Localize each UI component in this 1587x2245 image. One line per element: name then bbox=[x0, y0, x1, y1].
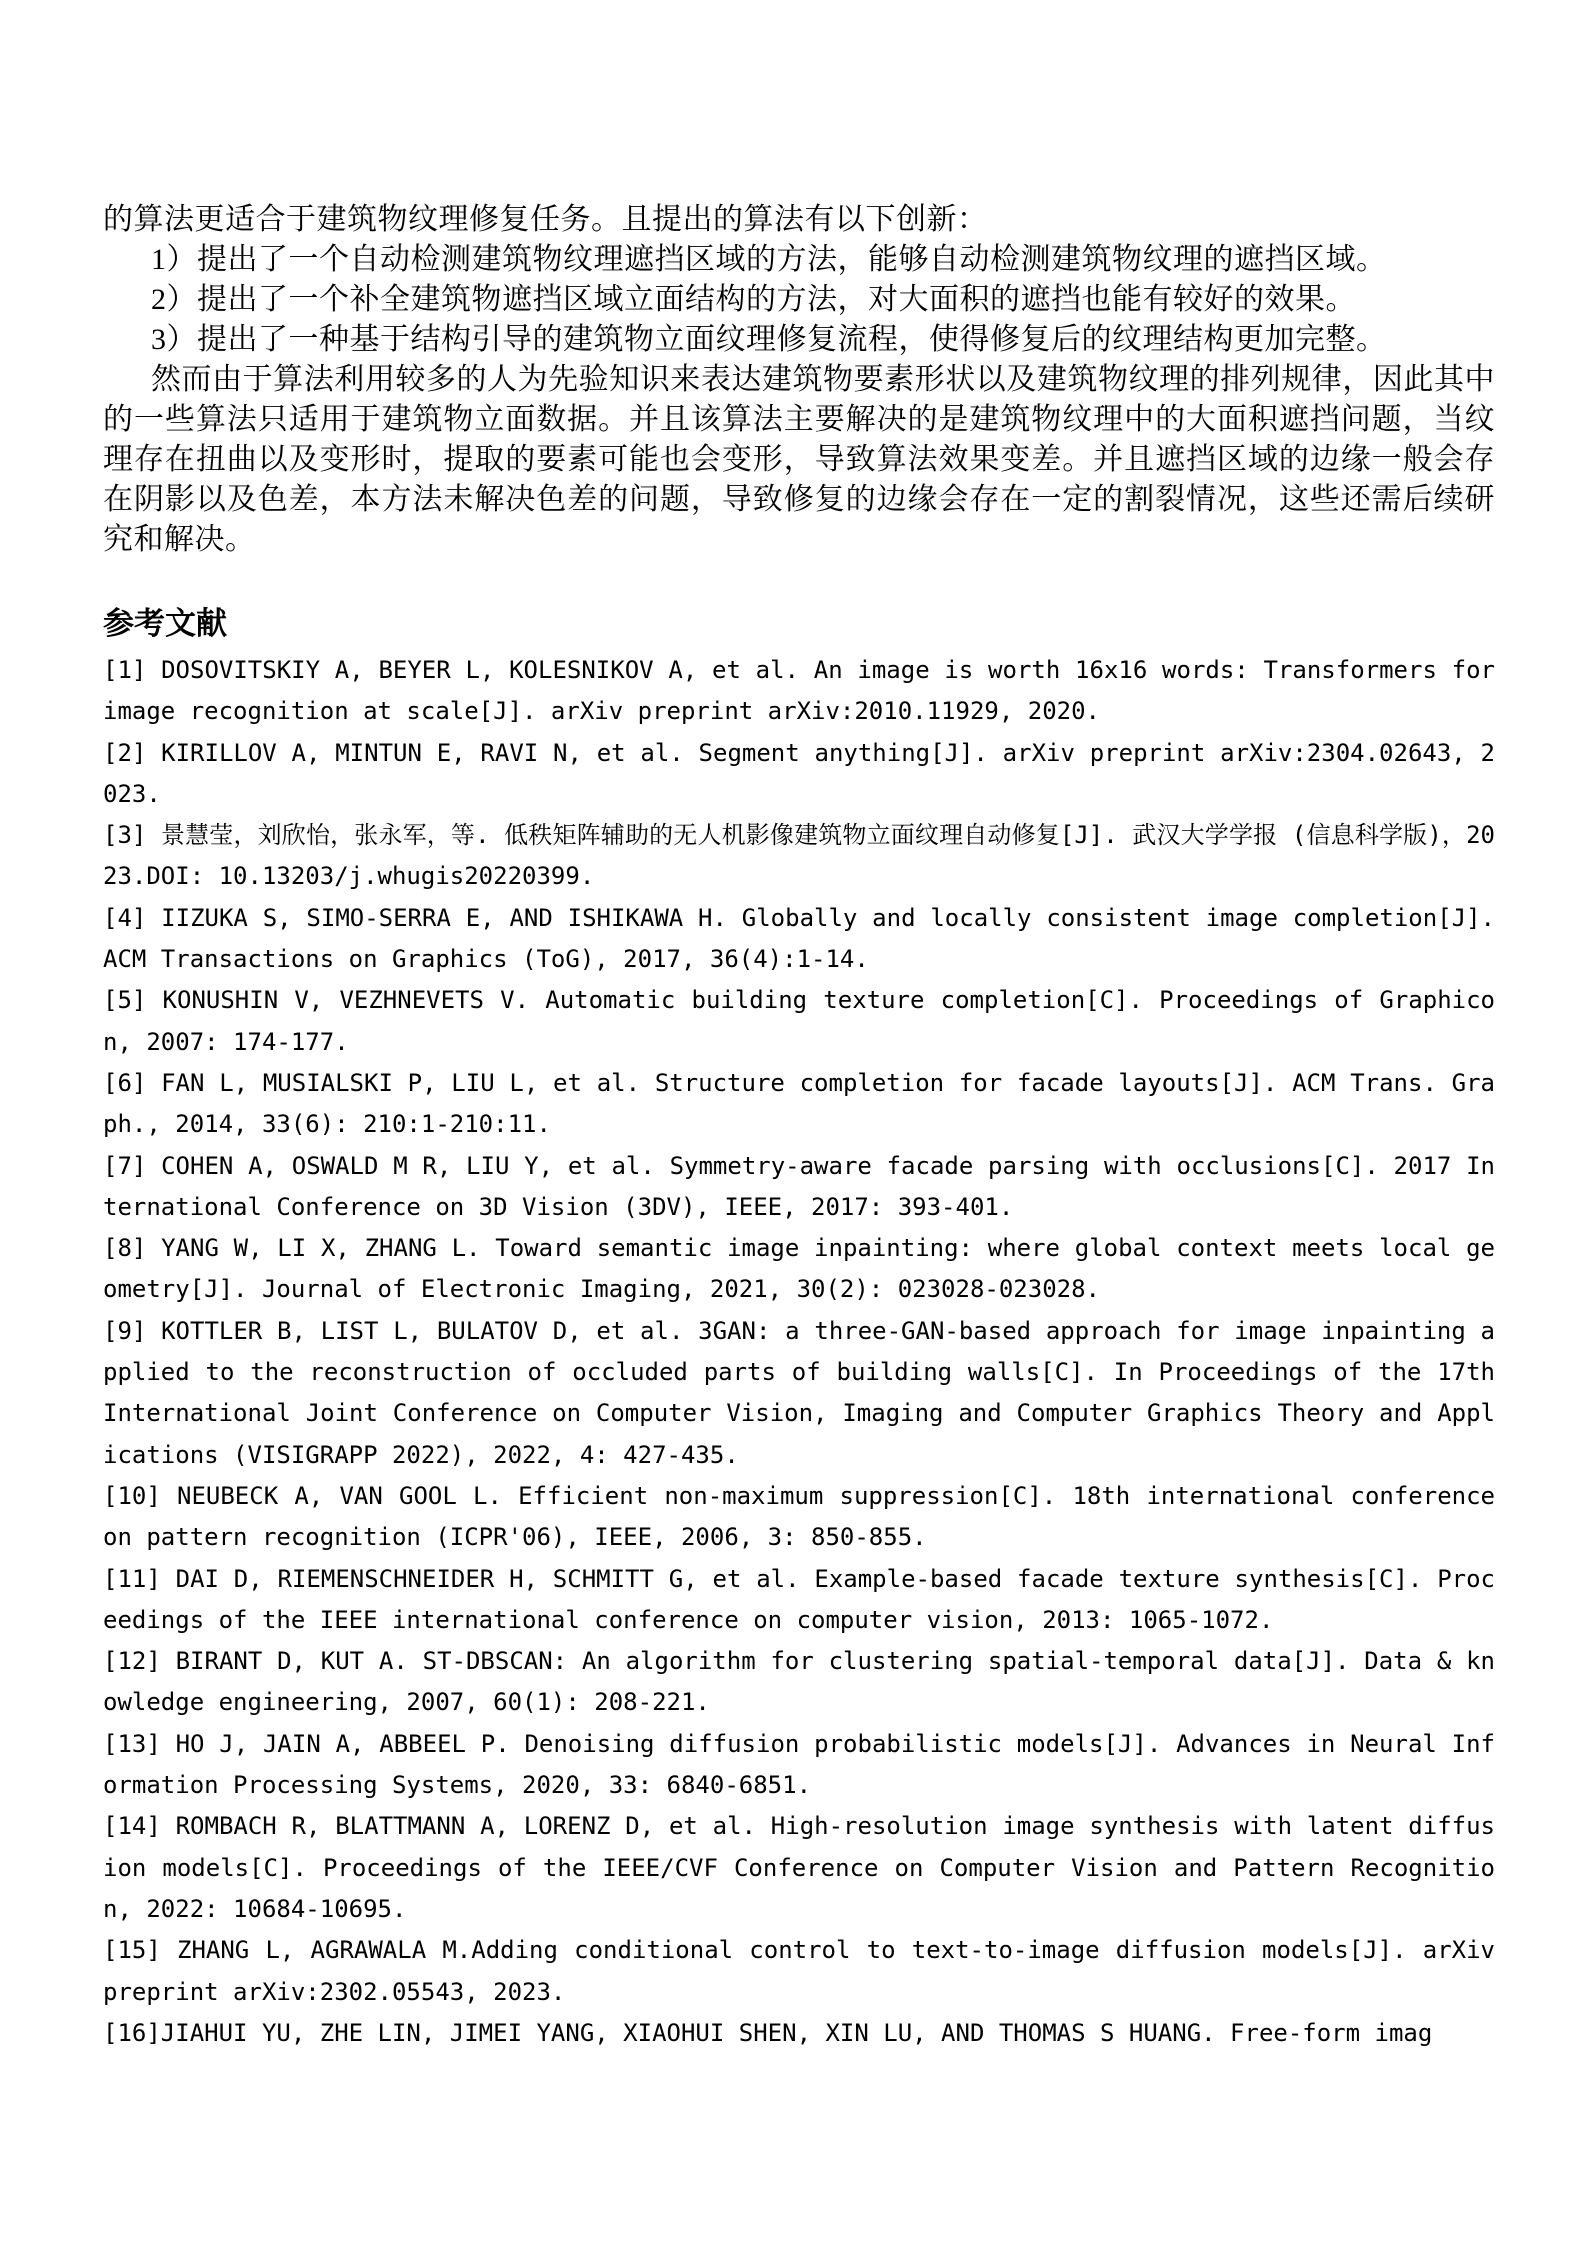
page-content bbox=[103, 200, 1495, 2054]
innovation-item-1: 1）提出了一个自动检测建筑物纹理遮挡区域的方法，能够自动检测建筑物纹理的遮挡区域。 bbox=[151, 243, 1387, 276]
reference-item-7: [7] COHEN A, OSWALD M R, LIU Y, et al. Symmetry-aware facade parsing with occlusions[C]. 2017 International Conference on 3D Vision (3DV), IEEE, 2017: 393-401. bbox=[103, 1151, 1495, 1221]
reference-item-2: [2] KIRILLOV A, MINTUN E, RAVI N, et al. Segment anything[J]. arXiv preprint arXiv:2304.02643, 2023. bbox=[103, 738, 1495, 808]
reference-item-11: [11] DAI D, RIEMENSCHNEIDER H, SCHMITT G, et al. Example-based facade texture synthesis[C]. Proceedings of the IEEE international conference on computer vision, 2013: 1065-1072. bbox=[103, 1564, 1495, 1634]
reference-item-14: [14] ROMBACH R, BLATTMANN A, LORENZ D, et al. High-resolution image synthesis with latent diffusion models[C]. Proceedings of the IEEE/CVF Conference on Computer Vision and Pattern Recognition, 2022: 10684-10695. bbox=[103, 1812, 1495, 1923]
reference-item-6: [6] FAN L, MUSIALSKI P, LIU L, et al. Structure completion for facade layouts[J]. ACM Trans. Graph., 2014, 33(6): 210:1-210:11. bbox=[103, 1068, 1495, 1139]
innovation-item-3: 3）提出了一种基于结构引导的建筑物立面纹理修复流程，使得修复后的纹理结构更加完整。 bbox=[151, 323, 1387, 356]
conclusion-lead-paragraph: 的算法更适合于建筑物纹理修复任务。且提出的算法有以下创新： bbox=[103, 203, 988, 236]
reference-item-12: [12] BIRANT D, KUT A. ST-DBSCAN: An algorithm for clustering spatial-temporal data[J]. Data & knowledge engineering, 2007, 60(1): 208-221. bbox=[103, 1647, 1495, 1717]
reference-item-16: [16]JIAHUI YU, ZHE LIN, JIMEI YANG, XIAOHUI SHEN, XIN LU, AND THOMAS S HUANG. Free-form imag bbox=[103, 2018, 1433, 2047]
reference-item-5: [5] KONUSHIN V, VEZHNEVETS V. Automatic building texture completion[C]. Proceedings of Graphicon, 2007: 174-177. bbox=[103, 986, 1495, 1056]
reference-item-10: [10] NEUBECK A, VAN GOOL L. Efficient non-maximum suppression[C]. 18th international conference on pattern recognition (ICPR'06), IEEE, 2006, 3: 850-855. bbox=[103, 1481, 1495, 1552]
reference-item-9: [9] KOTTLER B, LIST L, BULATOV D, et al. 3GAN: a three-GAN-based approach for image inpainting applied to the reconstruction of occluded parts of building walls[C]. In Proceedings of the 17th International Joint Conference on Computer Vision, Imaging and Computer Graphics Theory and Applications (VISIGRAPP 2022), 2022, 4: 427-435. bbox=[103, 1316, 1495, 1469]
reference-item-8: [8] YANG W, LI X, ZHANG L. Toward semantic image inpainting: where global context meets local geometry[J]. Journal of Electronic Imaging, 2021, 30(2): 023028-023028. bbox=[103, 1234, 1495, 1304]
references-heading: 参考文献 bbox=[103, 606, 227, 641]
reference-item-1: [1] DOSOVITSKIY A, BEYER L, KOLESNIKOV A, et al. An image is worth 16x16 words: Transformers for image recognition at scale[J]. arXiv preprint arXiv:2010.11929, 2020. bbox=[103, 656, 1495, 726]
reference-item-3: [3] 景慧莹，刘欣怡，张永军，等. 低秩矩阵辅助的无人机影像建筑物立面纹理自动修复[J]. 武汉大学学报 (信息科学版)，2023.DOI: 10.13203/j.whugis20220399. bbox=[103, 821, 1495, 891]
reference-item-4: [4] IIZUKA S, SIMO-SERRA E, AND ISHIKAWA H. Globally and locally consistent image completion[J]. ACM Transactions on Graphics (ToG), 2017, 36(4):1-14. bbox=[103, 903, 1495, 974]
conclusion-discussion-paragraph: 然而由于算法利用较多的人为先验知识来表达建筑物要素形状以及建筑物纹理的排列规律，因此其中的一些算法只适用于建筑物立面数据。并且该算法主要解决的是建筑物纹理中的大面积遮挡问题，当纹理存在扭曲以及变形时，提取的要素可能也会变形，导致算法效果变差。并且遮挡区域的边缘一般会存在阴影以及色差，本方法未解决色差的问题，导致修复的边缘会存在一定的割裂情况，这些还需后续研究和解决。 bbox=[103, 363, 1495, 556]
reference-list bbox=[103, 650, 1495, 2054]
conclusion-section bbox=[103, 200, 1495, 560]
innovation-item-2: 2）提出了一个补全建筑物遮挡区域立面结构的方法，对大面积的遮挡也能有较好的效果。 bbox=[151, 283, 1356, 316]
reference-item-15: [15] ZHANG L, AGRAWALA M.Adding conditional control to text-to-image diffusion models[J]. arXiv preprint arXiv:2302.05543, 2023. bbox=[103, 1936, 1495, 2006]
reference-item-13: [13] HO J, JAIN A, ABBEEL P. Denoising diffusion probabilistic models[J]. Advances in Neural Information Processing Systems, 2020, 33: 6840-6851. bbox=[103, 1729, 1495, 1800]
